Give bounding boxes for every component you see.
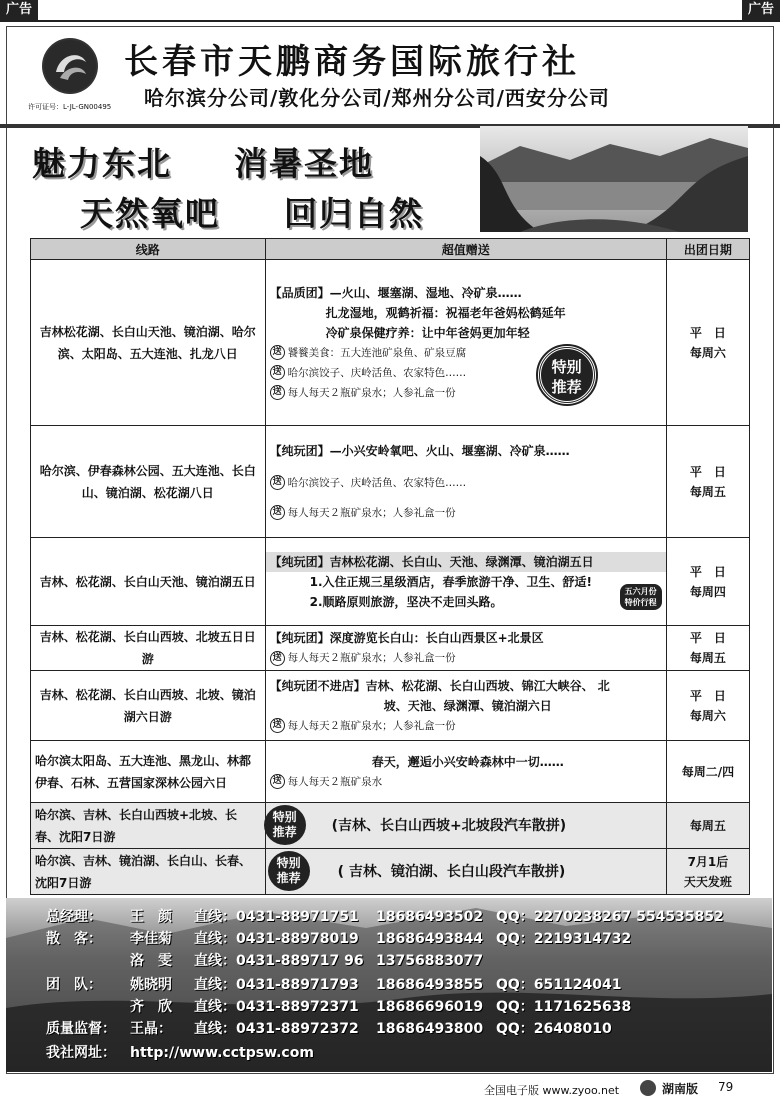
gift-cell — [265, 538, 666, 626]
date-line: 平 日 — [689, 631, 726, 645]
company-name: 长春市天鹏商务国际旅行社 — [124, 42, 580, 82]
gift-line: 冷矿泉保健疗养：让中年爸妈更加年轻 — [325, 325, 530, 340]
contact-label: 直线： — [194, 953, 236, 969]
contact-phone: 0431-88972371 — [236, 999, 359, 1015]
recommend-badge — [538, 346, 596, 404]
contact-row — [46, 906, 726, 926]
date-line: 每周二/四 — [681, 764, 735, 779]
contact-phone: 0431-889717 96 — [236, 953, 364, 969]
gift-line: 扎龙湿地，观鹤祈福：祝福老年爸妈松鹤延年 — [325, 305, 566, 320]
gift-icon: 送 — [270, 718, 285, 733]
col-header-date: 出团日期 — [666, 239, 749, 260]
route-cell: 哈尔滨太阳岛、五大连池、黑龙山、林都伊春、石林、五营国家深林公园六日 — [31, 741, 266, 803]
slogan-block — [24, 134, 474, 238]
gift-line: (吉林、长白山西坡+北坡段汽车散拼) — [331, 817, 567, 834]
badge-text: 推荐 — [276, 871, 301, 885]
website-row — [46, 1042, 314, 1062]
date-cell — [666, 803, 749, 849]
contact-mobile: 13756883077 — [376, 953, 484, 969]
publisher-logo-icon — [640, 1080, 656, 1096]
contact-qq: QQ：2219314732 — [496, 931, 632, 947]
contact-role: 散 客： — [46, 931, 102, 947]
top-rule — [0, 20, 780, 22]
route-cell: 吉林、松花湖、长白山西坡、北坡、镜泊湖六日游 — [31, 671, 266, 741]
contact-qq: QQ：2270238267 554535852 — [496, 909, 724, 925]
gift-cell — [265, 803, 666, 849]
date-line: 平 日 — [689, 464, 726, 479]
date-line: 每周六 — [689, 708, 726, 723]
contact-row — [46, 928, 726, 948]
contact-name: 李佳菊 — [130, 931, 172, 947]
badge-text: 特别 — [276, 856, 301, 870]
special-price-badge — [620, 584, 662, 610]
contact-label: 直线： — [194, 931, 236, 947]
contact-row — [46, 996, 726, 1016]
table-row — [31, 803, 750, 849]
gift-line: 【纯玩团】深度游览长白山：长白山西景区+北景区 — [269, 631, 544, 645]
table-row — [31, 671, 750, 741]
date-line: 平 日 — [689, 688, 726, 703]
gift-icon: 送 — [270, 365, 285, 380]
date-cell — [666, 671, 749, 741]
contact-role: 质量监督： — [46, 1021, 116, 1037]
slogan-3: 天然氧吧 — [80, 194, 220, 233]
gift-line: 哈尔滨饺子、庆岭活鱼、农家特色…… — [287, 366, 467, 379]
gift-cell — [265, 626, 666, 671]
gift-icon: 送 — [270, 475, 285, 490]
header — [14, 30, 766, 120]
contact-name: 姚晓明 — [130, 977, 172, 993]
contact-name: 王晶： — [130, 1021, 172, 1037]
gift-icon: 送 — [270, 505, 285, 520]
date-line: 每周五 — [689, 818, 726, 833]
contact-mobile: 18686493844 — [376, 931, 484, 947]
contact-role: 总经理： — [46, 909, 102, 925]
slogan-4: 回归自然 — [284, 194, 424, 233]
gift-line: 每人每天２瓶矿泉水；人参礼盒一份 — [287, 386, 456, 399]
date-line: 每周五 — [689, 484, 726, 499]
gift-icon: 送 — [270, 651, 285, 666]
route-cell: 哈尔滨、伊春森林公园、五大连池、长白山、镜泊湖、松花湖八日 — [31, 426, 266, 538]
contact-label: 直线： — [194, 1021, 236, 1037]
route-cell: 吉林松花湖、长白山天池、镜泊湖、哈尔滨、太阳岛、五大连池、扎龙八日 — [31, 260, 266, 426]
date-line: 天天发班 — [683, 874, 732, 889]
gift-line: 1.入住正规三星级酒店，春季旅游干净、卫生、舒适! — [309, 574, 592, 589]
contact-label: 直线： — [194, 977, 236, 993]
route-cell: 哈尔滨、吉林、长白山西坡+北坡、长春、沈阳7日游 — [31, 803, 266, 849]
lake-photo — [480, 126, 748, 232]
table-row — [31, 626, 750, 671]
gift-line: 春天，邂逅小兴安岭森林中一切…… — [371, 754, 564, 769]
contact-phone: 0431-88978019 — [236, 931, 359, 947]
contact-name: 王 颜 — [130, 909, 172, 925]
date-cell — [666, 741, 749, 803]
website-link[interactable]: http://www.cctpsw.com — [130, 1045, 314, 1061]
slogan-1: 魅力东北 — [32, 144, 172, 183]
contact-mobile: 18686493502 — [376, 909, 484, 925]
footer-edition: 湖南版 — [662, 1082, 699, 1096]
gift-cell — [265, 426, 666, 538]
contact-qq: QQ：1171625638 — [496, 999, 632, 1015]
badge-text: 推荐 — [551, 378, 582, 396]
date-cell — [666, 626, 749, 671]
contact-phone: 0431-88971751 — [236, 909, 359, 925]
badge-text: 特别 — [272, 810, 297, 824]
contact-name: 洛 雯 — [130, 953, 172, 969]
date-cell — [666, 538, 749, 626]
slogan-2: 消暑圣地 — [234, 144, 374, 183]
date-cell — [666, 426, 749, 538]
gift-line: 【纯玩团】—小兴安岭氧吧、火山、堰塞湖、冷矿泉…… — [269, 443, 570, 458]
recommend-badge — [268, 851, 310, 891]
gift-line: 每人每天２瓶矿泉水；人参礼盒一份 — [287, 652, 456, 664]
route-cell: 吉林、松花湖、长白山西坡、北坡五日日游 — [31, 626, 266, 671]
badge-text: 特价行程 — [624, 598, 657, 607]
route-cell: 哈尔滨、吉林、镜泊湖、长白山、长春、沈阳7日游 — [31, 849, 266, 895]
date-line: 平 日 — [689, 564, 726, 579]
ad-label-right: 广告 — [742, 0, 780, 20]
page-footer — [0, 1076, 780, 1100]
website-label: 我社网址： — [46, 1045, 116, 1061]
gift-line: 饕餮美食：五大连池矿泉鱼、矿泉豆腐 — [287, 346, 467, 359]
date-line: 每周六 — [689, 345, 726, 360]
gift-cell — [265, 671, 666, 741]
gift-line: ( 吉林、镜泊湖、长白山段汽车散拼) — [337, 863, 566, 880]
date-line: 7月1后 — [687, 854, 729, 869]
gift-icon: 送 — [270, 345, 285, 360]
gift-line: 哈尔滨饺子、庆岭活鱼、农家特色…… — [287, 476, 467, 489]
page-number: 79 — [718, 1080, 734, 1094]
itinerary-table — [30, 238, 750, 895]
ad-label-left: 广告 — [0, 0, 38, 20]
date-cell — [666, 260, 749, 426]
table-row — [31, 849, 750, 895]
gift-line: 【品质团】—火山、堰塞湖、湿地、冷矿泉…… — [269, 285, 522, 300]
gift-line: 每人每天２瓶矿泉水；人参礼盒一份 — [287, 506, 456, 519]
contact-row — [46, 974, 726, 994]
contact-mobile: 18686696019 — [376, 999, 484, 1015]
gift-cell — [265, 260, 666, 426]
table-row — [31, 260, 750, 426]
gift-line: 每人每天２瓶矿泉水；人参礼盒一份 — [287, 719, 456, 732]
badge-text: 五六月份 — [624, 587, 657, 596]
gift-line: 每人每天２瓶矿泉水 — [287, 775, 383, 788]
col-header-route: 线路 — [31, 239, 266, 260]
gift-line: 2.顺路原则旅游，坚决不走回头路。 — [309, 594, 503, 609]
contact-role: 团 队： — [46, 977, 102, 993]
contact-label: 直线： — [194, 999, 236, 1015]
recommend-badge — [264, 805, 306, 845]
gift-icon: 送 — [270, 774, 285, 789]
gift-cell — [265, 849, 666, 895]
contact-row — [46, 1018, 726, 1038]
gift-line: 【纯玩团不进店】吉林、松花湖、长白山西坡、锦江大峡谷、 北 — [269, 678, 610, 693]
date-cell — [666, 849, 749, 895]
branch-list: 哈尔滨分公司/敦化分公司/郑州分公司/西安分公司 — [144, 86, 610, 110]
contact-mobile: 18686493855 — [376, 977, 484, 993]
date-line: 每周四 — [689, 584, 726, 599]
badge-text: 特别 — [551, 358, 582, 376]
table-row — [31, 426, 750, 538]
contact-phone: 0431-88972372 — [236, 1021, 359, 1037]
contact-label: 直线： — [194, 909, 236, 925]
contact-qq: QQ：26408010 — [496, 1021, 612, 1037]
date-line: 平 日 — [689, 325, 726, 340]
contact-section — [0, 898, 780, 1072]
contact-qq: QQ：651124041 — [496, 977, 622, 993]
gift-line: 坡、天池、绿渊潭、镜泊湖六日 — [383, 698, 552, 713]
gift-line: 【纯玩团】吉林松花湖、长白山、天池、绿渊潭、镜泊湖五日 — [266, 552, 666, 572]
footer-website[interactable]: 全国电子版 www.zyoo.net — [484, 1084, 620, 1097]
route-cell: 吉林、松花湖、长白山天池、镜泊湖五日 — [31, 538, 266, 626]
badge-text: 推荐 — [272, 825, 297, 839]
date-line: 每周五 — [689, 651, 726, 665]
license-number: 许可证号：L-JL-GN00495 — [28, 103, 112, 111]
table-row — [31, 741, 750, 803]
contact-row — [46, 950, 496, 970]
gift-cell — [265, 741, 666, 803]
col-header-gift: 超值赠送 — [265, 239, 666, 260]
contact-name: 齐 欣 — [130, 999, 172, 1015]
company-logo — [42, 38, 98, 94]
table-row — [31, 538, 750, 626]
contact-mobile: 18686493800 — [376, 1021, 484, 1037]
gift-icon: 送 — [270, 385, 285, 400]
contact-phone: 0431-88971793 — [236, 977, 359, 993]
